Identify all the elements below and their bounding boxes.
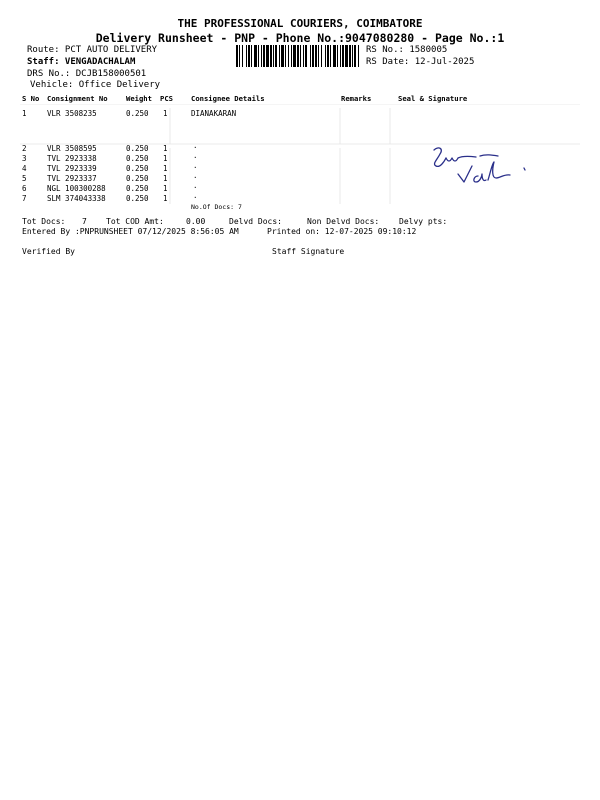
company-name: THE PROFESSIONAL COURIERS, COIMBATORE [177,17,423,30]
row-weight: 0.250 [126,184,149,193]
staff-text: Staff: VENGADACHALAM [27,57,136,67]
row-serial: 2 [22,144,27,153]
row-weight: 0.250 [126,154,149,163]
tot-cod-value: 0.00 [186,217,206,226]
row-pcs: 1 [163,154,168,163]
row-consignee: . [193,191,198,200]
row-consignee: . [193,181,198,190]
row-consignment-no: TVL 2923338 [47,154,97,163]
row-consignment-no: SLM 374043338 [47,194,106,203]
row-pcs: 1 [163,194,168,203]
row-consignment-no: TVL 2923337 [47,174,97,183]
column-header: Consignment No [47,94,108,103]
tot-cod-label: Tot COD Amt: [106,217,164,226]
row-serial: 3 [22,154,27,163]
row-serial: 4 [22,164,27,173]
drs-number: DRS No.: DCJB158000501 [27,69,147,79]
row-consignment-no: NGL 100300288 [47,184,106,193]
row-pcs: 1 [163,184,168,193]
column-header: Consignee Details [191,94,265,103]
row-serial: 1 [22,109,27,118]
column-header: Remarks [341,94,372,103]
non-delvd-docs-label: Non Delvd Docs: [307,217,380,226]
barcode-image [236,45,360,67]
row-consignee: . [193,141,198,150]
row-weight: 0.250 [126,109,149,118]
runsheet-title: Delivery Runsheet - PNP - Phone No.:9047080280 - Page No.:1 [95,31,505,45]
route-text: Route: PCT AUTO DELIVERY [27,45,158,55]
row-consignment-no: TVL 2923339 [47,164,97,173]
row-weight: 0.250 [126,164,149,173]
delvy-pts-label: Delvy pts: [399,217,448,226]
no-of-docs: No.Of Docs: 7 [191,203,242,211]
rs-date: RS Date: 12-Jul-2025 [366,57,475,67]
row-consignee: . [193,161,198,170]
row-pcs: 1 [163,164,168,173]
column-header: PCS [160,94,173,103]
entered-by: Entered By :PNPRUNSHEET 07/12/2025 8:56:05 AM [22,227,239,236]
row-serial: 7 [22,194,27,203]
row-consignee: . [193,151,198,160]
tot-docs-label: Tot Docs: [22,217,66,226]
delvd-docs-label: Delvd Docs: [229,217,282,226]
handwritten-signature [428,144,558,192]
printed-on: Printed on: 12-07-2025 09:10:12 [267,227,417,236]
row-consignee: DIANAKARAN [191,109,237,118]
row-consignment-no: VLR 3508235 [47,109,97,118]
column-header: Weight [126,94,152,103]
row-weight: 0.250 [126,174,149,183]
row-weight: 0.250 [126,194,149,203]
tot-docs-value: 7 [82,217,87,226]
row-consignee: . [193,171,198,180]
verified-by-label: Verified By [22,247,75,256]
vehicle-text: Vehicle: Office Delivery [30,80,161,90]
row-weight: 0.250 [126,144,149,153]
column-header: S No [22,94,40,103]
staff-signature-label: Staff Signature [272,247,345,256]
row-pcs: 1 [163,109,168,118]
row-pcs: 1 [163,174,168,183]
row-consignment-no: VLR 3508595 [47,144,97,153]
column-header: Seal & Signature [398,94,468,103]
row-serial: 6 [22,184,27,193]
row-serial: 5 [22,174,27,183]
rs-number: RS No.: 1580005 [366,45,448,55]
row-pcs: 1 [163,144,168,153]
